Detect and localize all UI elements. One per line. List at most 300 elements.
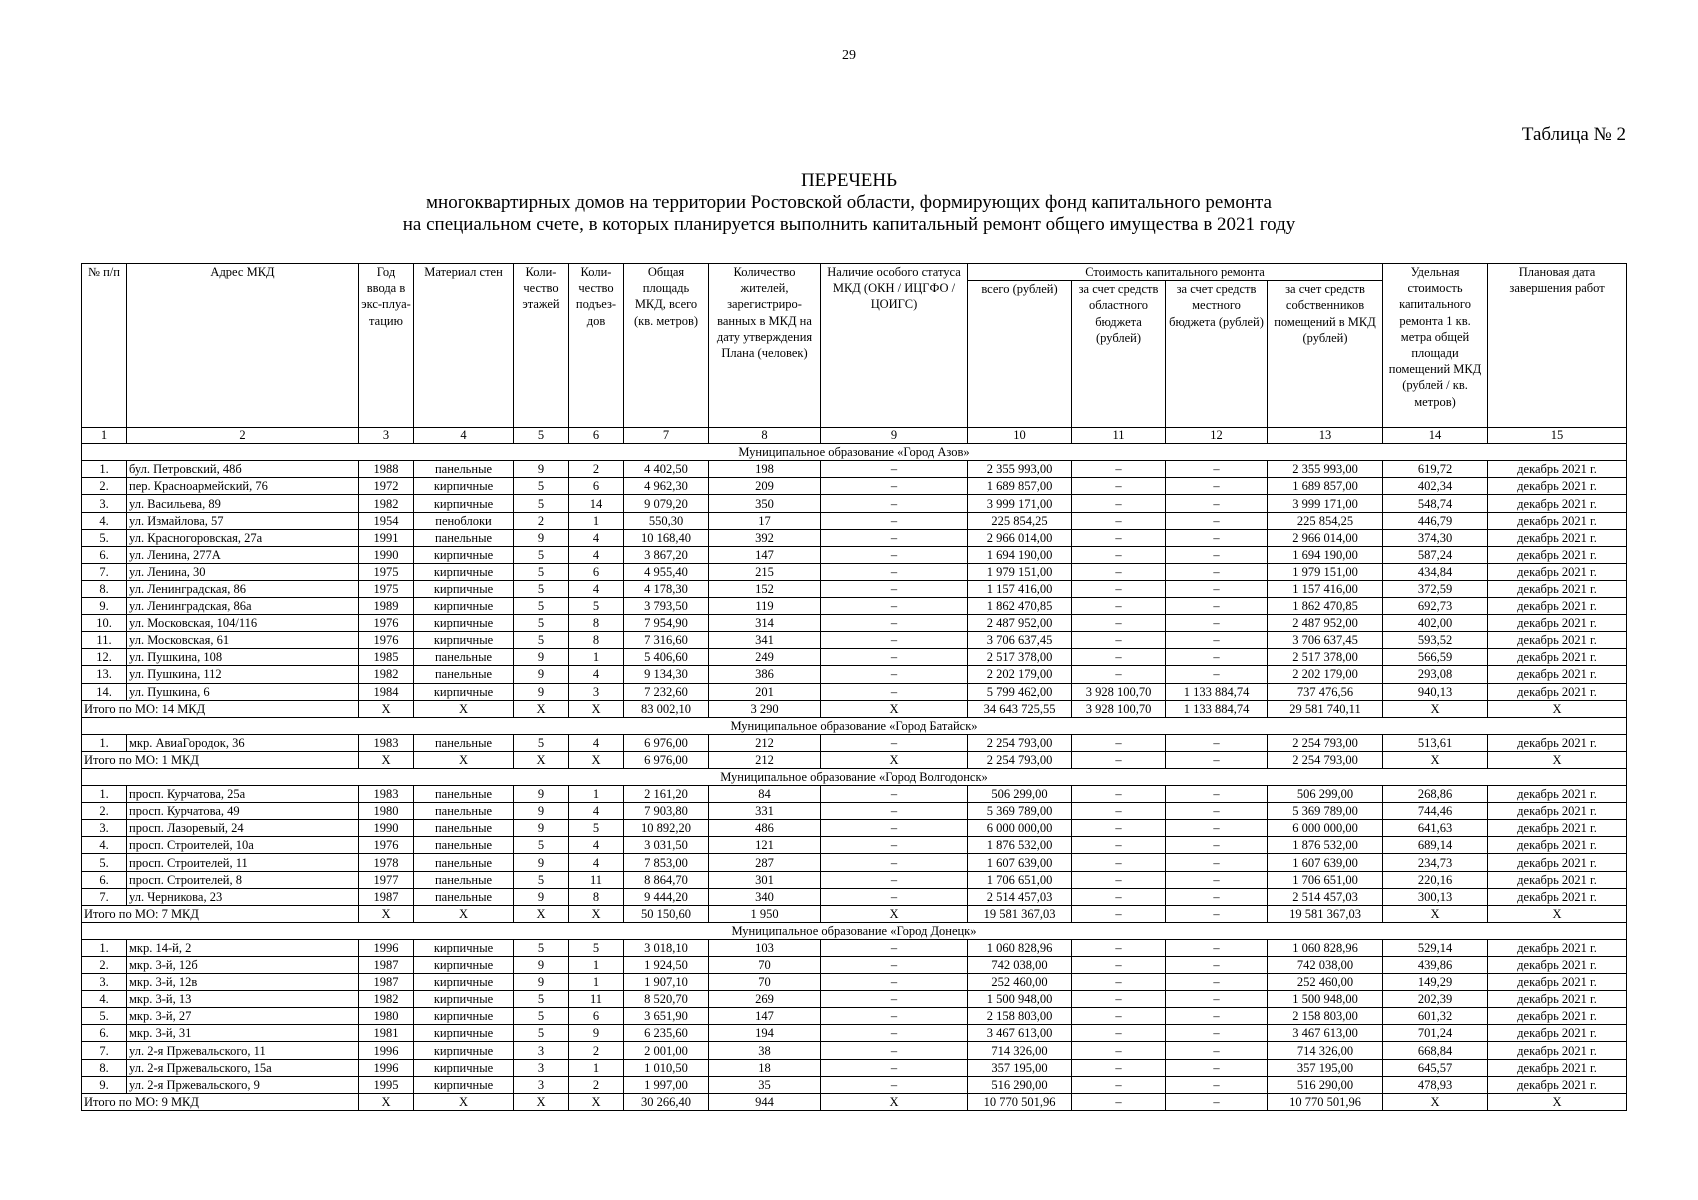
table-cell: 372,59 <box>1383 580 1488 597</box>
table-cell: 6 000 000,00 <box>968 820 1072 837</box>
table-cell: 402,00 <box>1383 615 1488 632</box>
table-cell: панельные <box>414 649 514 666</box>
table-cell: 1983 <box>359 786 414 803</box>
table-cell: – <box>1072 1008 1166 1025</box>
table-cell: 6 235,60 <box>624 1025 709 1042</box>
table-cell: – <box>1166 563 1268 580</box>
table-cell: 1 979 151,00 <box>1268 563 1383 580</box>
table-cell: 2 <box>569 1076 624 1093</box>
table-cell: – <box>1166 580 1268 597</box>
table-cell: – <box>1166 1059 1268 1076</box>
table-cell: 9 079,20 <box>624 495 709 512</box>
table-cell: 1. <box>82 939 127 956</box>
table-cell: 2. <box>82 478 127 495</box>
total-cell: Х <box>1488 1093 1627 1110</box>
table-cell: декабрь 2021 г. <box>1488 803 1627 820</box>
table-cell: ул. Измайлова, 57 <box>127 512 359 529</box>
table-cell: 2 487 952,00 <box>968 615 1072 632</box>
table-cell: 357 195,00 <box>968 1059 1072 1076</box>
table-cell: – <box>1072 820 1166 837</box>
table-cell: – <box>821 615 968 632</box>
table-cell: 2 202 179,00 <box>1268 666 1383 683</box>
table-cell: ул. Черникова, 23 <box>127 888 359 905</box>
table-cell: 119 <box>709 598 821 615</box>
table-cell: 5 799 462,00 <box>968 683 1072 700</box>
table-cell: 1. <box>82 734 127 751</box>
table-cell: 619,72 <box>1383 461 1488 478</box>
table-cell: 103 <box>709 939 821 956</box>
table-cell: 3. <box>82 495 127 512</box>
table-cell: – <box>1166 1008 1268 1025</box>
table-cell: просп. Строителей, 8 <box>127 871 359 888</box>
table-cell: ул. Пушкина, 112 <box>127 666 359 683</box>
table-cell: 6. <box>82 1025 127 1042</box>
table-cell: 5 <box>514 478 569 495</box>
table-cell: 1988 <box>359 461 414 478</box>
table-cell: панельные <box>414 820 514 837</box>
title-line-2: многоквартирных домов на территории Ростовской области, формирующих фонд капитального ремонта <box>426 192 1272 213</box>
table-cell: 8. <box>82 1059 127 1076</box>
table-cell: 3 <box>514 1076 569 1093</box>
table-cell: – <box>1072 1076 1166 1093</box>
table-cell: мкр. 3-й, 12б <box>127 957 359 974</box>
table-cell: 1980 <box>359 803 414 820</box>
table-cell: декабрь 2021 г. <box>1488 478 1627 495</box>
total-cell: 34 643 725,55 <box>968 700 1072 717</box>
table-cell: 737 476,56 <box>1268 683 1383 700</box>
table-cell: панельные <box>414 854 514 871</box>
table-cell: 2 202 179,00 <box>968 666 1072 683</box>
table-cell: 212 <box>709 734 821 751</box>
table-cell: 5 <box>514 563 569 580</box>
table-cell: 645,57 <box>1383 1059 1488 1076</box>
table-cell: 9 444,20 <box>624 888 709 905</box>
table-row <box>82 1076 1627 1093</box>
table-cell: кирпичные <box>414 957 514 974</box>
table-cell: мкр. АвиаГородок, 36 <box>127 734 359 751</box>
total-cell: – <box>1072 751 1166 768</box>
table-cell: 5 <box>514 939 569 956</box>
table-cell: декабрь 2021 г. <box>1488 580 1627 597</box>
total-cell: 2 254 793,00 <box>968 751 1072 768</box>
table-cell: 1 997,00 <box>624 1076 709 1093</box>
table-cell: 2 161,20 <box>624 786 709 803</box>
table-cell: – <box>1166 837 1268 854</box>
table-cell: декабрь 2021 г. <box>1488 871 1627 888</box>
table-cell: – <box>1166 649 1268 666</box>
table-cell: мкр. 3-й, 27 <box>127 1008 359 1025</box>
header-unit-cost: Удельная стоимость капитального ремонта 1 кв. метра общей площади помещений МКД (рублей / кв. метров) <box>1383 264 1488 428</box>
table-cell: 1 876 532,00 <box>1268 837 1383 854</box>
table-cell: 4. <box>82 512 127 529</box>
table-cell: кирпичные <box>414 615 514 632</box>
table-cell: пер. Красноармейский, 76 <box>127 478 359 495</box>
table-cell: 446,79 <box>1383 512 1488 529</box>
table-cell: 314 <box>709 615 821 632</box>
table-cell: 38 <box>709 1042 821 1059</box>
table-cell: 11 <box>569 991 624 1008</box>
total-cell: Х <box>514 751 569 768</box>
table-cell: – <box>1072 974 1166 991</box>
table-cell: декабрь 2021 г. <box>1488 546 1627 563</box>
table-cell: мкр. 3-й, 31 <box>127 1025 359 1042</box>
table-cell: 331 <box>709 803 821 820</box>
table-cell: 2 517 378,00 <box>968 649 1072 666</box>
column-number: 13 <box>1268 428 1383 444</box>
table-cell: 4 <box>569 580 624 597</box>
table-cell: 5 <box>569 939 624 956</box>
total-cell: – <box>1072 1093 1166 1110</box>
title-line-3: на специальном счете, в которых планируется выполнить капитальный ремонт общего имущества в 2021 году <box>402 214 1296 235</box>
table-cell: – <box>1072 598 1166 615</box>
table-row <box>82 854 1627 871</box>
total-cell: 83 002,10 <box>624 700 709 717</box>
table-cell: 1 979 151,00 <box>968 563 1072 580</box>
table-cell: декабрь 2021 г. <box>1488 1025 1627 1042</box>
table-cell: – <box>821 546 968 563</box>
table-cell: декабрь 2021 г. <box>1488 1059 1627 1076</box>
table-cell: ул. 2-я Пржевальского, 15а <box>127 1059 359 1076</box>
total-cell: Х <box>569 905 624 922</box>
table-cell: 1 <box>569 974 624 991</box>
table-cell: 1987 <box>359 957 414 974</box>
table-row <box>82 461 1627 478</box>
table-cell: 194 <box>709 1025 821 1042</box>
table-cell: – <box>1166 957 1268 974</box>
total-cell: Х <box>569 700 624 717</box>
table-cell: – <box>1166 666 1268 683</box>
total-cell: Х <box>1383 905 1488 922</box>
table-cell: 1 <box>569 1059 624 1076</box>
table-cell: 3. <box>82 820 127 837</box>
header-cost-total: всего (рублей) <box>968 281 1072 428</box>
table-cell: – <box>1072 461 1166 478</box>
table-cell: 5 <box>514 615 569 632</box>
table-cell: 9 <box>514 888 569 905</box>
table-cell: 744,46 <box>1383 803 1488 820</box>
table-cell: 2 517 378,00 <box>1268 649 1383 666</box>
table-cell: – <box>1166 820 1268 837</box>
table-cell: декабрь 2021 г. <box>1488 529 1627 546</box>
table-cell: – <box>821 803 968 820</box>
table-row <box>82 598 1627 615</box>
total-cell: 50 150,60 <box>624 905 709 922</box>
table-cell: 1983 <box>359 734 414 751</box>
table-cell: – <box>1166 615 1268 632</box>
table-cell: – <box>1166 598 1268 615</box>
table-cell: кирпичные <box>414 991 514 1008</box>
table-cell: 5 <box>514 1008 569 1025</box>
table-cell: – <box>1166 529 1268 546</box>
table-cell: 3 867,20 <box>624 546 709 563</box>
table-cell: 5 406,60 <box>624 649 709 666</box>
total-cell: Х <box>821 751 968 768</box>
table-cell: панельные <box>414 734 514 751</box>
total-cell: Х <box>569 751 624 768</box>
table-cell: ул. Московская, 104/116 <box>127 615 359 632</box>
header-cost-regional: за счет средств областного бюджета (рублей) <box>1072 281 1166 428</box>
table-cell: 4 <box>569 837 624 854</box>
table-cell: 566,59 <box>1383 649 1488 666</box>
table-cell: – <box>1166 632 1268 649</box>
table-row <box>82 563 1627 580</box>
municipality-header-row <box>82 922 1627 939</box>
table-cell: панельные <box>414 529 514 546</box>
column-number: 12 <box>1166 428 1268 444</box>
table-cell: – <box>1166 803 1268 820</box>
table-cell: – <box>821 888 968 905</box>
total-cell: Х <box>359 700 414 717</box>
total-cell: 944 <box>709 1093 821 1110</box>
table-cell: 3 999 171,00 <box>1268 495 1383 512</box>
table-cell: 1975 <box>359 563 414 580</box>
table-cell: – <box>1166 512 1268 529</box>
table-cell: 215 <box>709 563 821 580</box>
table-cell: – <box>821 837 968 854</box>
table-cell: панельные <box>414 461 514 478</box>
table-cell: 5 <box>514 871 569 888</box>
table-cell: 11 <box>569 871 624 888</box>
table-cell: 4 402,50 <box>624 461 709 478</box>
table-cell: 4 <box>569 529 624 546</box>
table-cell: – <box>821 512 968 529</box>
table-cell: – <box>1072 837 1166 854</box>
municipality-name: Муниципальное образование «Город Батайск» <box>82 717 1627 734</box>
table-cell: – <box>1166 854 1268 871</box>
total-cell: Х <box>821 1093 968 1110</box>
table-cell: 1 706 651,00 <box>1268 871 1383 888</box>
table-cell: панельные <box>414 786 514 803</box>
table-cell: 3 706 637,45 <box>968 632 1072 649</box>
column-number: 7 <box>624 428 709 444</box>
table-cell: 149,29 <box>1383 974 1488 991</box>
title-line-1: ПЕРЕЧЕНЬ <box>800 170 898 191</box>
table-row <box>82 786 1627 803</box>
total-cell: Х <box>514 905 569 922</box>
table-cell: 6. <box>82 546 127 563</box>
table-cell: 2 514 457,03 <box>1268 888 1383 905</box>
total-cell: Х <box>569 1093 624 1110</box>
column-number: 3 <box>359 428 414 444</box>
table-cell: – <box>821 854 968 871</box>
table-cell: 8 <box>569 615 624 632</box>
table-cell: – <box>1072 632 1166 649</box>
table-cell: – <box>1072 563 1166 580</box>
table-cell: 392 <box>709 529 821 546</box>
table-cell: – <box>1166 478 1268 495</box>
table-cell: просп. Курчатова, 49 <box>127 803 359 820</box>
table-cell: 1 010,50 <box>624 1059 709 1076</box>
table-cell: – <box>821 1008 968 1025</box>
table-cell: 5 <box>514 495 569 512</box>
table-cell: 252 460,00 <box>968 974 1072 991</box>
table-cell: – <box>1072 580 1166 597</box>
table-cell: 1976 <box>359 632 414 649</box>
table-cell: 1991 <box>359 529 414 546</box>
table-cell: 225 854,25 <box>968 512 1072 529</box>
table-cell: 5 <box>514 580 569 597</box>
total-cell: 1 950 <box>709 905 821 922</box>
table-cell: – <box>1072 478 1166 495</box>
table-cell: кирпичные <box>414 974 514 991</box>
table-cell: 1954 <box>359 512 414 529</box>
total-cell: – <box>1166 905 1268 922</box>
municipality-name: Муниципальное образование «Город Волгодонск» <box>82 768 1627 785</box>
total-row <box>82 751 1627 768</box>
total-row <box>82 700 1627 717</box>
table-cell: 516 290,00 <box>1268 1076 1383 1093</box>
table-row <box>82 512 1627 529</box>
table-cell: 1. <box>82 461 127 478</box>
table-cell: – <box>821 580 968 597</box>
table-row <box>82 478 1627 495</box>
total-cell: Х <box>359 751 414 768</box>
table-cell: 234,73 <box>1383 854 1488 871</box>
table-cell: 8 864,70 <box>624 871 709 888</box>
municipality-name: Муниципальное образование «Город Азов» <box>82 444 1627 461</box>
table-cell: 513,61 <box>1383 734 1488 751</box>
table-cell: декабрь 2021 г. <box>1488 820 1627 837</box>
table-cell: ул. Ленина, 277А <box>127 546 359 563</box>
table-cell: – <box>1072 529 1166 546</box>
table-cell: 1 694 190,00 <box>968 546 1072 563</box>
table-cell: декабрь 2021 г. <box>1488 1008 1627 1025</box>
table-cell: 7. <box>82 1042 127 1059</box>
table-cell: ул. Красногоровская, 27а <box>127 529 359 546</box>
header-entrances: Коли-чество подъез-дов <box>569 264 624 428</box>
table-cell: – <box>1072 991 1166 1008</box>
table-cell: декабрь 2021 г. <box>1488 888 1627 905</box>
table-cell: – <box>1072 803 1166 820</box>
table-cell: 1980 <box>359 1008 414 1025</box>
table-cell: 1972 <box>359 478 414 495</box>
table-cell: 3 651,90 <box>624 1008 709 1025</box>
table-cell: – <box>1166 495 1268 512</box>
column-number: 9 <box>821 428 968 444</box>
repair-plan-table <box>81 263 1627 1111</box>
table-cell: – <box>1166 734 1268 751</box>
table-cell: – <box>1072 888 1166 905</box>
table-cell: 7. <box>82 563 127 580</box>
table-cell: 1 689 857,00 <box>968 478 1072 495</box>
total-cell: Х <box>359 1093 414 1110</box>
table-cell: 121 <box>709 837 821 854</box>
table-cell: 1996 <box>359 939 414 956</box>
table-cell: 1978 <box>359 854 414 871</box>
table-cell: мкр. 3-й, 13 <box>127 991 359 1008</box>
table-cell: кирпичные <box>414 546 514 563</box>
municipality-name: Муниципальное образование «Город Донецк» <box>82 922 1627 939</box>
table-row <box>82 871 1627 888</box>
table-cell: 1 862 470,85 <box>968 598 1072 615</box>
table-cell: – <box>821 871 968 888</box>
table-cell: 3 999 171,00 <box>968 495 1072 512</box>
total-cell: Х <box>414 700 514 717</box>
table-cell: 341 <box>709 632 821 649</box>
table-cell: 478,93 <box>1383 1076 1488 1093</box>
table-cell: 3 793,50 <box>624 598 709 615</box>
table-cell: 147 <box>709 1008 821 1025</box>
table-cell: 601,32 <box>1383 1008 1488 1025</box>
table-cell: 6 <box>569 563 624 580</box>
table-cell: кирпичные <box>414 1059 514 1076</box>
table-cell: – <box>1166 1025 1268 1042</box>
table-cell: 7 954,90 <box>624 615 709 632</box>
table-cell: 10. <box>82 615 127 632</box>
table-cell: – <box>821 939 968 956</box>
table-cell: 1 <box>569 512 624 529</box>
table-cell: – <box>821 1059 968 1076</box>
total-row <box>82 1093 1627 1110</box>
header-plan-date: Плановая дата завершения работ <box>1488 264 1627 428</box>
table-cell: – <box>1072 786 1166 803</box>
table-cell: – <box>1166 546 1268 563</box>
table-cell: 220,16 <box>1383 871 1488 888</box>
table-cell: ул. Васильева, 89 <box>127 495 359 512</box>
table-cell: 1 133 884,74 <box>1166 683 1268 700</box>
table-cell: 2. <box>82 957 127 974</box>
table-cell: 1 876 532,00 <box>968 837 1072 854</box>
table-cell: декабрь 2021 г. <box>1488 632 1627 649</box>
table-cell: мкр. 14-й, 2 <box>127 939 359 956</box>
total-cell: – <box>1166 751 1268 768</box>
table-row <box>82 649 1627 666</box>
total-cell: Х <box>514 700 569 717</box>
table-cell: 5 <box>569 820 624 837</box>
municipality-header-row <box>82 444 1627 461</box>
table-row <box>82 1025 1627 1042</box>
total-cell: – <box>1166 1093 1268 1110</box>
table-cell: 1 607 639,00 <box>1268 854 1383 871</box>
total-label: Итого по МО: 14 МКД <box>82 700 359 717</box>
table-cell: 198 <box>709 461 821 478</box>
table-cell: 1981 <box>359 1025 414 1042</box>
table-cell: 4 <box>569 803 624 820</box>
table-cell: 2 001,00 <box>624 1042 709 1059</box>
total-cell: Х <box>1488 700 1627 717</box>
table-cell: 3. <box>82 974 127 991</box>
table-cell: 3 467 613,00 <box>1268 1025 1383 1042</box>
table-cell: – <box>821 734 968 751</box>
table-cell: 374,30 <box>1383 529 1488 546</box>
table-cell: декабрь 2021 г. <box>1488 512 1627 529</box>
table-cell: 1 <box>569 649 624 666</box>
total-label: Итого по МО: 1 МКД <box>82 751 359 768</box>
table-cell: 2 487 952,00 <box>1268 615 1383 632</box>
table-cell: декабрь 2021 г. <box>1488 666 1627 683</box>
table-row <box>82 1059 1627 1076</box>
table-cell: 506 299,00 <box>968 786 1072 803</box>
column-number: 4 <box>414 428 514 444</box>
table-cell: 1984 <box>359 683 414 700</box>
table-cell: 1982 <box>359 495 414 512</box>
table-cell: – <box>1072 734 1166 751</box>
table-cell: 2 <box>569 1042 624 1059</box>
table-cell: – <box>821 1076 968 1093</box>
table-cell: 529,14 <box>1383 939 1488 956</box>
table-cell: 1 060 828,96 <box>968 939 1072 956</box>
table-cell: 9 <box>514 820 569 837</box>
table-cell: панельные <box>414 837 514 854</box>
table-row <box>82 820 1627 837</box>
page-number: 29 <box>842 48 856 63</box>
table-cell: 402,34 <box>1383 478 1488 495</box>
table-cell: декабрь 2021 г. <box>1488 939 1627 956</box>
header-area: Общая площадь МКД, всего (кв. метров) <box>624 264 709 428</box>
table-cell: 1990 <box>359 820 414 837</box>
header-status: Наличие особого статуса МКД (ОКН / ИЦГФО / ЦОИГС) <box>821 264 968 428</box>
table-cell: 301 <box>709 871 821 888</box>
